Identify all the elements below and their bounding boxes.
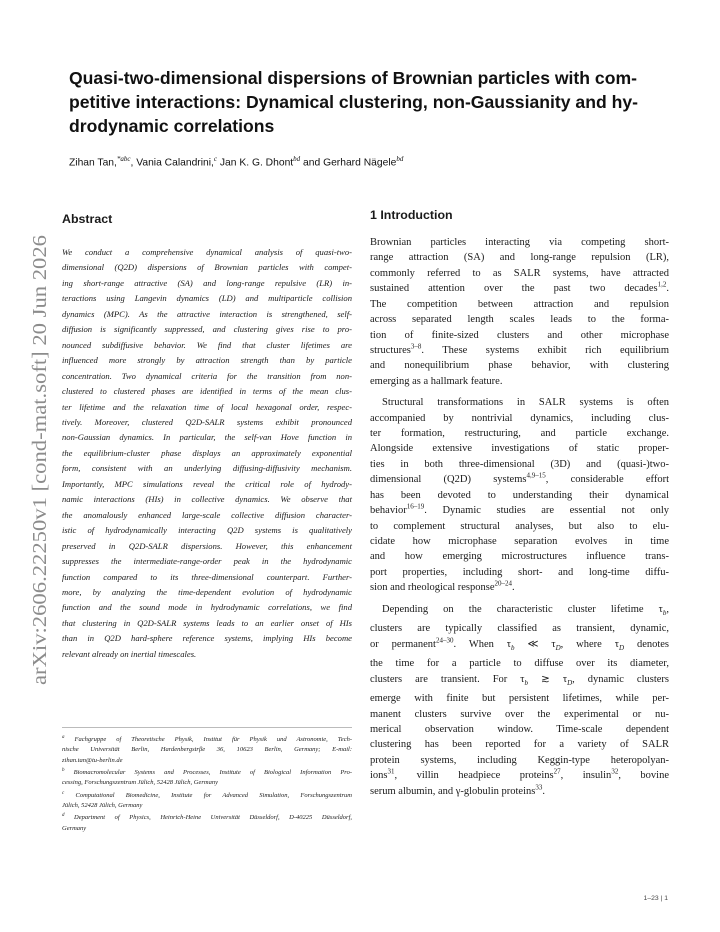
affiliation-line: Biomacromolecular Systems and Processes, Institute of Biological Information Pro-: [64, 769, 352, 777]
affiliation-line: Jülich, 52428 Jülich, Germany: [62, 801, 143, 809]
title-line: petitive interactions: Dynamical clustering, non-Gaussianity and hy-: [69, 92, 638, 112]
footnote-divider: [62, 727, 352, 728]
affiliation-line: Germany: [62, 824, 87, 832]
author-name: Jan K. G. Dhont: [219, 157, 294, 169]
author-name: Vania Calandrini,: [136, 157, 214, 169]
citation[interactable]: 1,2: [657, 280, 667, 289]
affiliation-line: Computational Biomedicine, Institute for Advanced Simulation, Forschungszentrum: [64, 791, 352, 799]
affiliation-line: Fachgruppe of Theoretische Physik, Institut für Physik und Astronomie, Tech-: [64, 736, 352, 744]
citation[interactable]: 16–19: [406, 502, 425, 511]
affiliation-email: zihan.tan@tu-berlin.de: [62, 756, 123, 764]
author-name: Gerhard Nägele: [323, 157, 397, 169]
title-line: drodynamic correlations: [69, 116, 275, 136]
citation[interactable]: 20–24: [494, 579, 513, 588]
author-affiliation-mark: c: [213, 155, 218, 163]
arxiv-identifier: arXiv:2606.22250v1 [cond-mat.soft] 20 Jun 2026: [30, 297, 51, 685]
affiliation-line: Department of Physics, Heinrich-Heine Universität Düsseldorf, D-40225 Düsseldorf,: [64, 814, 352, 822]
citation[interactable]: 33: [535, 783, 543, 792]
author-affiliation-mark: bd: [293, 155, 301, 163]
citation[interactable]: 32: [611, 767, 619, 776]
author-affiliation-mark: bd: [396, 155, 404, 163]
affiliations: $^a$ Fachgruppe of Theoretische Physik, Institut für Physik und Astronomie, Tech- nische Universität Berlin, Hardenbergstrβe 36, 10623 Berlin, Germany; E-mail: zihan.tan@tu-berlin.de $^b$ Biomacromolecular Systems and Processes, Institute of Biological Information Pro- cessing, Forschungszentrum Jülich, 52428 Jülich, Germany $^c$ Computational Biomedicine, Institute for Advanced Simulation, Forschungszentrum Jülich, 52428 Jülich, Germany $^d$ Department of Physics, Heinrich-Heine Universität Düsseldorf, D-40225 Düsseldorf, Germany: [62, 733, 352, 834]
author-list: Zihan Tan,$^{*abc}$, Vania Calandrini,$^c$ Jan K. G. Dhont$^{bd}$ and Gerhard Nägele$^{bd}$: [69, 155, 404, 169]
title-line: Quasi-two-dimensional dispersions of Brownian particles with com-: [69, 68, 637, 88]
section-heading: 1 Introduction: [370, 208, 453, 222]
citation[interactable]: 4,9–15: [526, 471, 546, 480]
affiliation-line: nische Universität Berlin, Hardenbergstrβe 36, 10623 Berlin, Germany; E-mail:: [62, 746, 352, 754]
citation[interactable]: 24–30: [435, 636, 454, 645]
abstract-text: We conduct a comprehensive dynamical analysis of quasi-two- dimensional (Q2D) dispersions of Brownian particles with compet- ing short-range attractive (SA) and long-range repulsive (LR) in- teractions using Langevin dynamics (LD) and multiparticle collision dynamics (MPC). As the attractive interaction is strengthened, self- diffusion is significantly suppressed, and clustering gives rise to pro- nounced subdiffusive behavior. We find that cluster lifetimes are influenced more strongly by attraction strength than by particle concentration. Two dynamical criteria for the transition from non- clustered to clustered phases are identified in terms of the mean clus- ter lifetime and the relaxation time of local hexagonal order, respec- tively. Moreover, clustered Q2D-SALR systems exhibit pronounced non-Gaussian dynamics. In particular, the self-van Hove function in the equilibrium-cluster phase displays an approximately exponential form, consistent with an underlying diffusing-diffusivity mechanism. Importantly, MPC simulations reveal the critical role of hydrody- namic interactions (HIs) in collective dynamics. We observe that the anomalously enhanced large-scale collective diffusion character- istic of hydrodynamically interacting Q2D systems is qualitatively preserved in Q2D-SALR dispersions. However, this enhancement suppresses the intermediate-range-order peak in the hydrodynamic function compared to its three-dimensional counterpart. Further- more, by analyzing the time-dependent evolution of hydrodynamic function and the sound mode in hydrodynamic correlations, we find that clustering in Q2D-SALR systems leads to an earlier onset of HIs than in Q2D hard-sphere reference systems, implying HIs become relevant already on inertial timescales.: [62, 247, 352, 659]
citation[interactable]: 31: [387, 767, 395, 776]
author-affiliation-mark: *abc: [116, 155, 131, 163]
paper-title: [69, 66, 669, 138]
affiliation-line: cessing, Forschungszentrum Jülich, 52428 Jülich, Germany: [62, 779, 218, 787]
abstract-heading: Abstract: [62, 212, 113, 226]
arxiv-stamp: [24, 230, 54, 690]
author-name: Zihan Tan,: [69, 157, 117, 169]
page-number: 1–23 | 1: [643, 895, 668, 902]
introduction-text: Brownian particles interacting via competing short- range attraction (SA) and long-range repulsion (LR), commonly referred to as SALR systems, have attracted sustained attention over the past two decades$^{1,2}$. The competition between attraction and repulsion across separated length scales leads to the forma- tion of finite-sized clusters and other microphase structures$^{3-8}$. These systems exhibit rich equilibrium and nonequilibrium phase behavior, with clustering emerging as a hallmark feature. Structural transformations in SALR systems is often accompanied by nontrivial dynamics, including clus- ter formation, restructuring, and particle exchange. Alongside extensive investigations of static proper- ties in both three-dimensional (3D) and (quasi-)two- dimensional (Q2D) systems$^{4,9-15}$, considerable effort has been devoted to understanding their dynamical behavior$^{16-19}$. Dynamic studies are essential not only to complement structural analyses, but also to elu- cidate how microphase separation evolves in time and how emerging microstructures influence trans- port properties, including short- and long-time diffu- sion and rheological response$^{20-24}$. Depending on the characteristic cluster lifetime $\tau_b$, clusters are typically classified as transient, dynamic, or permanent$^{24-30}$. When $\tau_b$ ≪ $\tau_D$, where $\tau_D$ denotes the time for a particle to diffuse over its diameter, clusters are transient. For $\tau_b$ ≳ $\tau_D$, dynamic clusters emerge with finite but persistent lifetimes, while per- manent clusters survive over the experimental or nu- merical observation window. Time-scale dependent clustering has been reported for a variety of SALR protein systems, including Keggin-type heteropolyan- ions$^{31}$, villin headpiece proteins$^{27}$, insulin$^{32}$, bovine serum albumin, and γ-globulin proteins$^{33}$.: [370, 237, 670, 797]
citation[interactable]: 27: [553, 767, 561, 776]
citation[interactable]: 3–8: [410, 342, 422, 351]
